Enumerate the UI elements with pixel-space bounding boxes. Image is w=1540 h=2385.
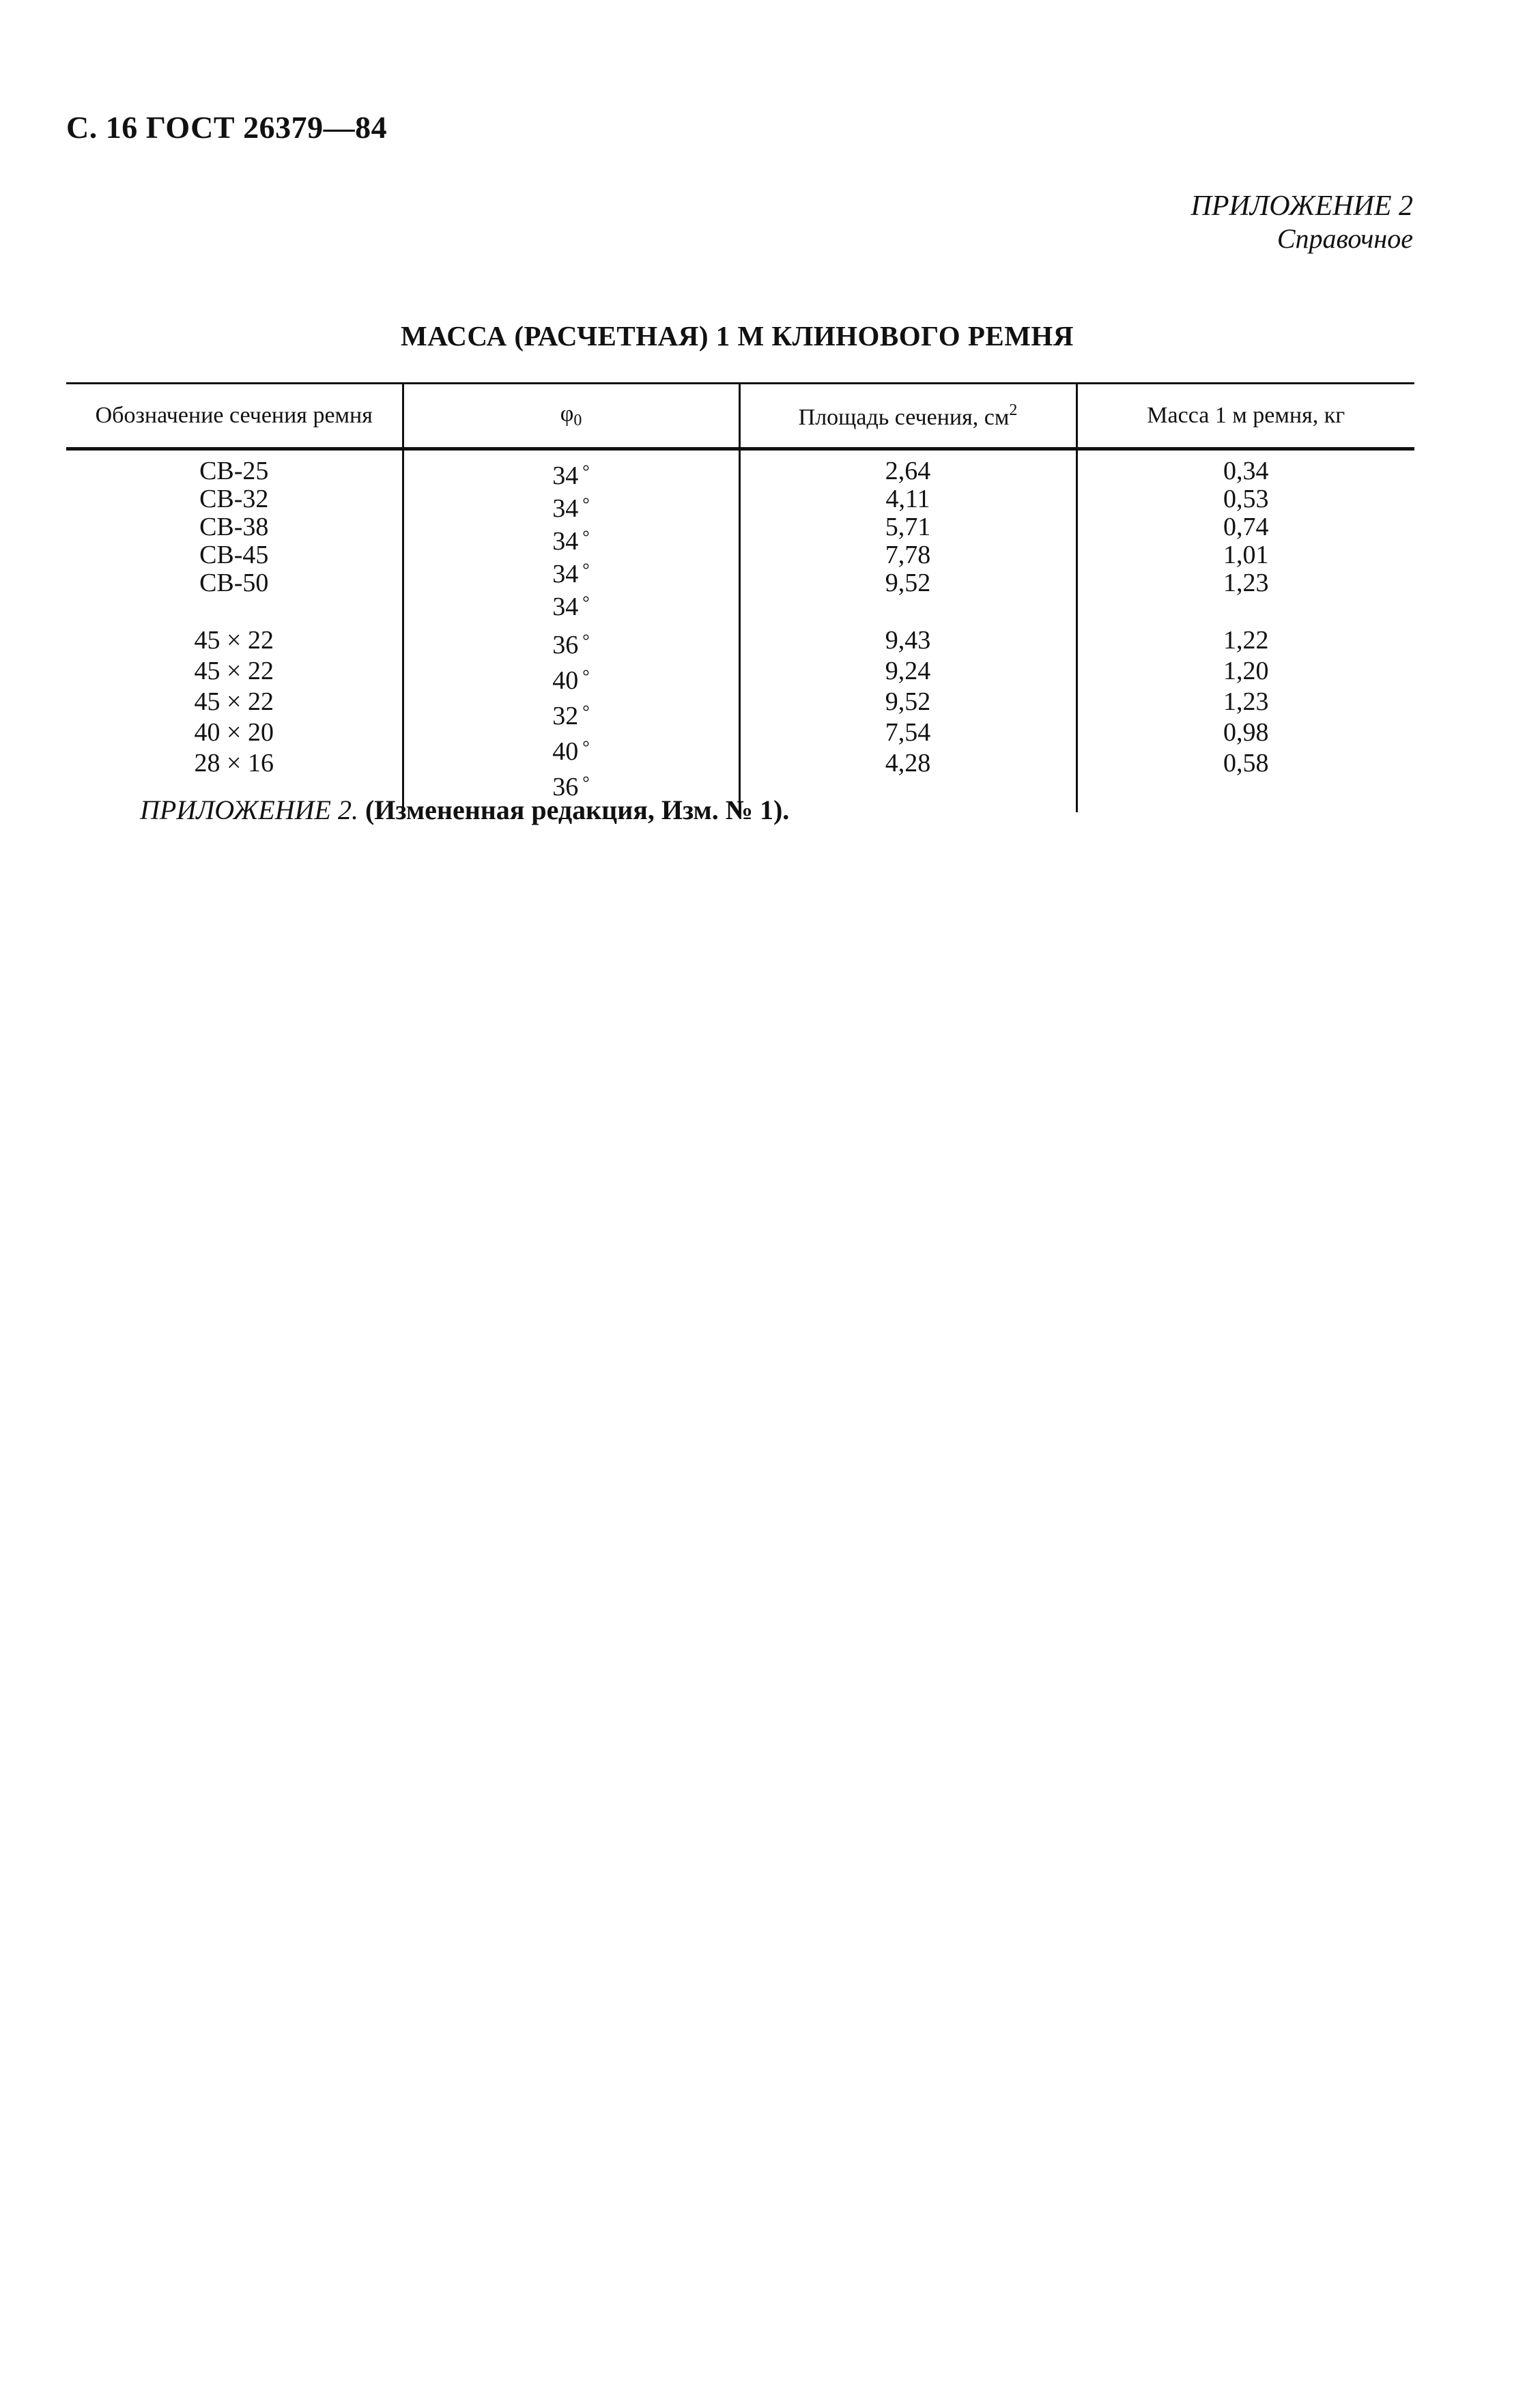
mass-value: 0,34 <box>1223 457 1269 485</box>
mass-cell <box>1076 621 1414 812</box>
angle-value: 40 ° <box>552 666 590 695</box>
section-value: СВ-45 <box>199 541 269 569</box>
area-value: 7,78 <box>885 541 931 569</box>
area-value: 2,64 <box>885 457 931 485</box>
area-cell <box>739 621 1076 812</box>
section-value: 45 × 22 <box>194 657 274 685</box>
angle-value: 36 ° <box>552 773 590 801</box>
mass-cell <box>1076 449 1414 622</box>
area-value: 7,54 <box>885 718 931 747</box>
amendment-note-ref: ПРИЛОЖЕНИЕ 2. <box>140 795 358 825</box>
section-value: СВ-50 <box>199 569 269 597</box>
angle-value: 36 ° <box>552 631 590 659</box>
section-value: СВ-25 <box>199 457 269 485</box>
degree-mark: ° <box>582 592 590 612</box>
header-section: Обозначение сечения ремня <box>66 384 403 449</box>
area-value: 4,11 <box>885 485 930 513</box>
section-value: 40 × 20 <box>194 718 274 747</box>
section-value: 28 × 16 <box>194 749 274 777</box>
section-value: 45 × 22 <box>194 626 274 655</box>
degree-mark: ° <box>582 527 590 547</box>
angle-value: 34 ° <box>552 461 590 490</box>
degree-mark: ° <box>582 494 590 514</box>
angle-value: 40 ° <box>552 737 590 766</box>
mass-table <box>66 382 1414 812</box>
angle-value: 34 ° <box>552 592 590 621</box>
table-group-row <box>66 621 1414 812</box>
mass-table-container <box>66 382 1414 812</box>
section-value: 45 × 22 <box>194 687 274 716</box>
mass-value: 1,23 <box>1223 687 1269 716</box>
amendment-note-text: (Измененная редакция, Изм. № 1). <box>365 795 790 825</box>
phi-symbol: φ <box>560 401 574 427</box>
table-group-row <box>66 449 1414 622</box>
degree-mark: ° <box>582 631 590 651</box>
amendment-note <box>140 794 789 826</box>
degree-mark: ° <box>582 773 590 792</box>
mass-value: 1,23 <box>1223 569 1269 597</box>
area-value: 9,43 <box>885 626 931 655</box>
section-value: СВ-38 <box>199 513 269 541</box>
appendix-title: ПРИЛОЖЕНИЕ 2 <box>1190 190 1413 222</box>
table-title: МАССА (РАСЧЕТНАЯ) 1 М КЛИНОВОГО РЕМНЯ <box>401 320 1074 352</box>
area-cell <box>739 449 1076 622</box>
mass-value: 1,20 <box>1223 657 1269 685</box>
phi-subscript: 0 <box>573 412 582 429</box>
angle-value: 32 ° <box>552 702 590 730</box>
mass-value: 1,22 <box>1223 626 1269 655</box>
table-header-row <box>66 384 1414 449</box>
mass-value: 0,74 <box>1223 513 1269 541</box>
section-cell <box>66 621 403 812</box>
angle-value: 34 ° <box>552 560 590 588</box>
header-area-label: Площадь сечения, см <box>798 404 1010 430</box>
mass-value: 1,01 <box>1223 541 1269 569</box>
header-angle <box>403 384 739 449</box>
degree-mark: ° <box>582 702 590 722</box>
degree-mark: ° <box>582 461 590 481</box>
appendix-subtitle: Справочное <box>1277 223 1413 254</box>
degree-mark: ° <box>582 737 590 757</box>
area-value: 9,52 <box>885 687 931 716</box>
angle-value: 34 ° <box>552 494 590 523</box>
mass-value: 0,53 <box>1223 485 1269 513</box>
page-header: С. 16 ГОСТ 26379—84 <box>66 110 388 145</box>
area-value: 9,52 <box>885 569 931 597</box>
section-value: СВ-32 <box>199 485 269 513</box>
header-mass: Масса 1 м ремня, кг <box>1076 384 1414 449</box>
angle-cell <box>403 621 739 812</box>
section-cell <box>66 449 403 622</box>
area-value: 4,28 <box>885 749 931 777</box>
area-value: 5,71 <box>885 513 931 541</box>
header-area-power: 2 <box>1009 401 1018 419</box>
mass-value: 0,58 <box>1223 749 1269 777</box>
degree-mark: ° <box>582 560 590 580</box>
header-area <box>739 384 1076 449</box>
appendix-label <box>1191 190 1413 255</box>
area-value: 9,24 <box>885 657 931 685</box>
angle-cell <box>403 449 739 622</box>
angle-value: 34 ° <box>552 527 590 556</box>
degree-mark: ° <box>582 666 590 686</box>
mass-value: 0,98 <box>1223 718 1269 747</box>
